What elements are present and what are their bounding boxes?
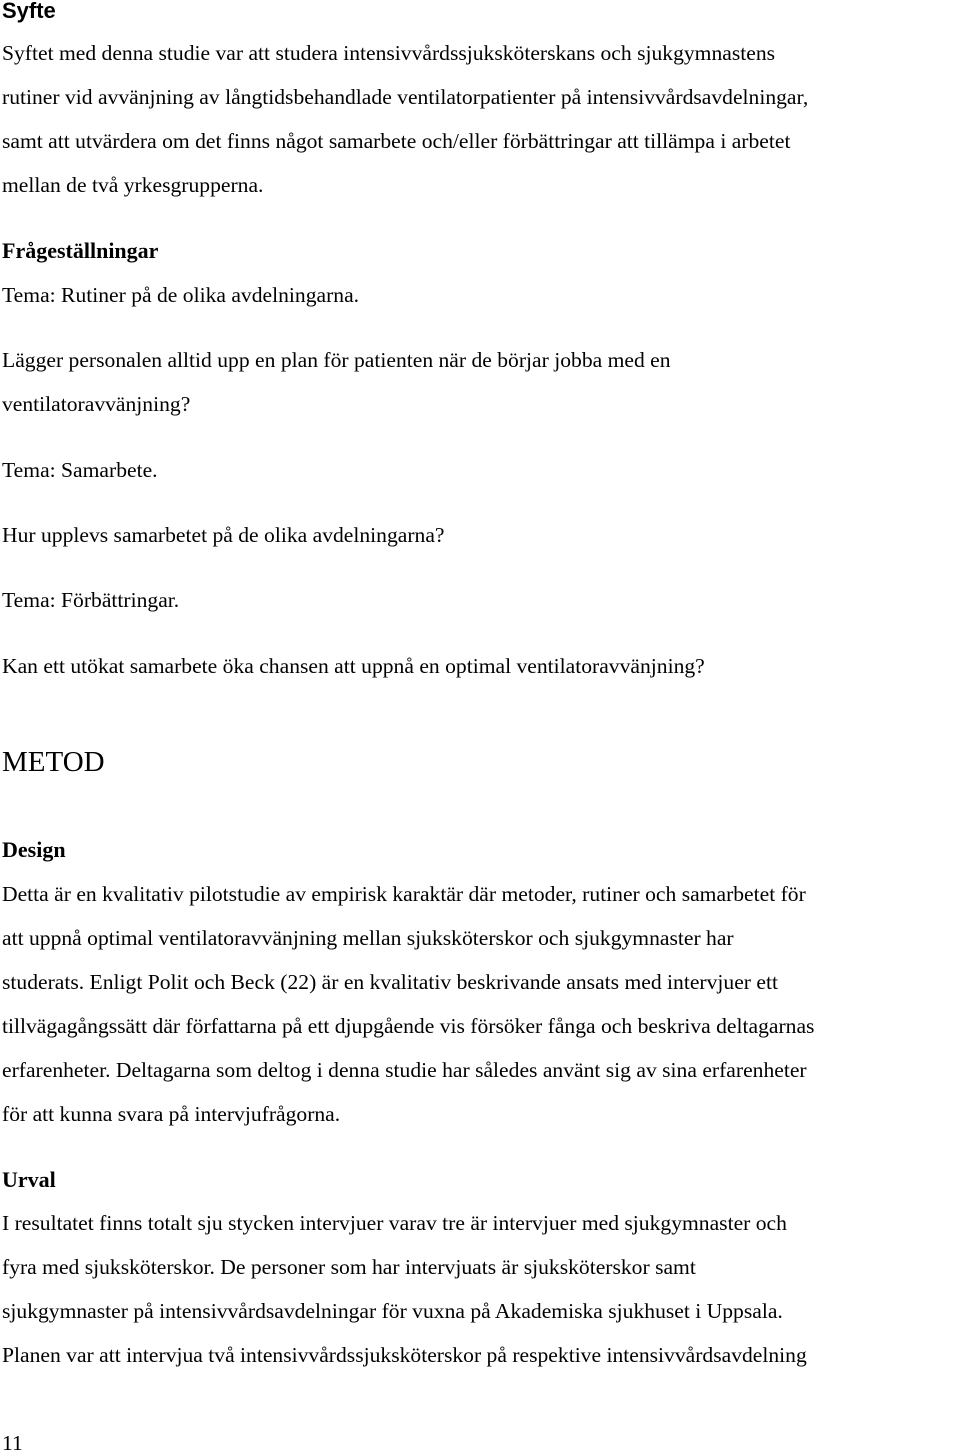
design-line: att uppnå optimal ventilatoravvänjning mellan sjuksköterskor och sjukgymnaster har	[2, 926, 734, 950]
design-line: tillvägagångssätt där författarna på ett djupgående vis försöker fånga och beskriva deltagarnas	[2, 1014, 815, 1038]
urval-paragraph	[2, 1201, 960, 1377]
page-number: 11	[2, 1431, 23, 1455]
question-plan-cont: ventilatoravvänjning?	[2, 392, 191, 416]
syfte-line: rutiner vid avvänjning av långtidsbehandlade ventilatorpatienter på intensivvårdsavdelningar,	[2, 85, 809, 109]
design-line: för att kunna svara på intervjufrågorna.	[2, 1102, 341, 1126]
subheading-design: Design	[2, 837, 66, 862]
syfte-line: samt att utvärdera om det finns något samarbete och/eller förbättringar att tillämpa i arbetet	[2, 129, 791, 153]
design-paragraph	[2, 872, 960, 1136]
syfte-line: mellan de två yrkesgrupperna.	[2, 173, 264, 197]
question-forbattringar: Kan ett utökat samarbete öka chansen att uppnå en optimal ventilatoravvänjning?	[2, 654, 705, 678]
tema-samarbete: Tema: Samarbete.	[2, 458, 158, 482]
urval-line: fyra med sjuksköterskor. De personer som har intervjuats är sjuksköterskor samt	[2, 1255, 696, 1279]
section-heading-fragestallningar: Frågeställningar	[2, 238, 159, 263]
urval-line: I resultatet finns totalt sju stycken intervjuer varav tre är intervjuer med sjukgymnaster och	[2, 1211, 787, 1235]
design-line: erfarenheter. Deltagarna som deltog i denna studie har således använt sig av sina erfarenheter	[2, 1058, 807, 1082]
design-line: studerats. Enligt Polit och Beck (22) är en kvalitativ beskrivande ansats med intervjuer ett	[2, 970, 778, 994]
question-plan: Lägger personalen alltid upp en plan för patienten när de börjar jobba med en	[2, 348, 671, 372]
question-samarbete: Hur upplevs samarbetet på de olika avdelningarna?	[2, 523, 445, 547]
section-heading-syfte: Syfte	[2, 0, 56, 23]
syfte-line: Syftet med denna studie var att studera intensivvårdssjuksköterskans och sjukgymnastens	[2, 41, 776, 65]
design-line: Detta är en kvalitativ pilotstudie av empirisk karaktär där metoder, rutiner och samarbetet för	[2, 882, 806, 906]
urval-line: Planen var att intervjua två intensivvårdssjuksköterskor på respektive intensivvårdsavdelning	[2, 1343, 807, 1367]
section-heading-metod: METOD	[2, 746, 105, 778]
syfte-paragraph	[2, 31, 960, 207]
tema-rutiner: Tema: Rutiner på de olika avdelningarna.	[2, 283, 360, 307]
tema-forbattringar: Tema: Förbättringar.	[2, 588, 180, 612]
urval-line: sjukgymnaster på intensivvårdsavdelningar för vuxna på Akademiska sjukhuset i Uppsala.	[2, 1299, 783, 1323]
subheading-urval: Urval	[2, 1167, 56, 1192]
